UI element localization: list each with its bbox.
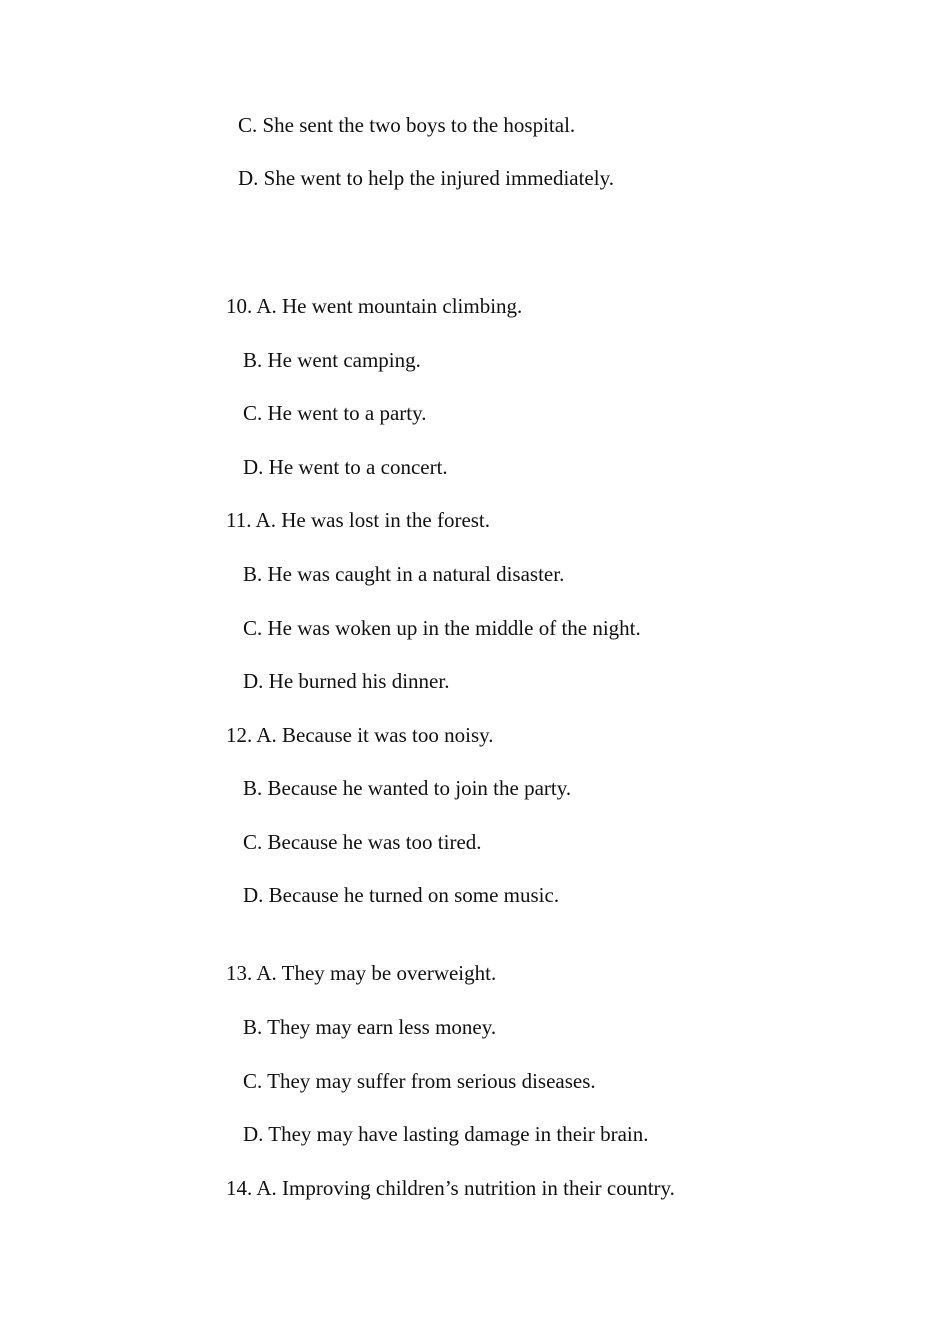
- question-10-option-b: B. He went camping.: [243, 348, 421, 372]
- question-11-option-a: 11. A. He was lost in the forest.: [226, 508, 491, 532]
- prev-option-d: D. She went to help the injured immediately.: [238, 166, 614, 190]
- question-13-option-b: B. They may earn less money.: [243, 1015, 497, 1039]
- question-13-option-d: D. They may have lasting damage in their brain.: [243, 1122, 649, 1146]
- question-12-option-d: D. Because he turned on some music.: [243, 883, 560, 907]
- question-13-option-c: C. They may suffer from serious diseases.: [243, 1069, 596, 1093]
- question-10-option-c: C. He went to a party.: [243, 401, 427, 425]
- question-11-option-b: B. He was caught in a natural disaster.: [243, 562, 565, 586]
- question-10-option-a: 10. A. He went mountain climbing.: [226, 294, 523, 318]
- question-10-option-d: D. He went to a concert.: [243, 455, 448, 479]
- question-11-option-d: D. He burned his dinner.: [243, 669, 450, 693]
- question-12-option-b: B. Because he wanted to join the party.: [243, 776, 572, 800]
- question-12-option-a: 12. A. Because it was too noisy.: [226, 723, 494, 747]
- prev-option-c: C. She sent the two boys to the hospital.: [238, 113, 576, 137]
- question-11-option-c: C. He was woken up in the middle of the night.: [243, 616, 641, 640]
- question-12-option-c: C. Because he was too tired.: [243, 830, 482, 854]
- question-13-option-a: 13. A. They may be overweight.: [226, 961, 497, 985]
- question-14-option-a: 14. A. Improving children’s nutrition in their country.: [226, 1176, 675, 1200]
